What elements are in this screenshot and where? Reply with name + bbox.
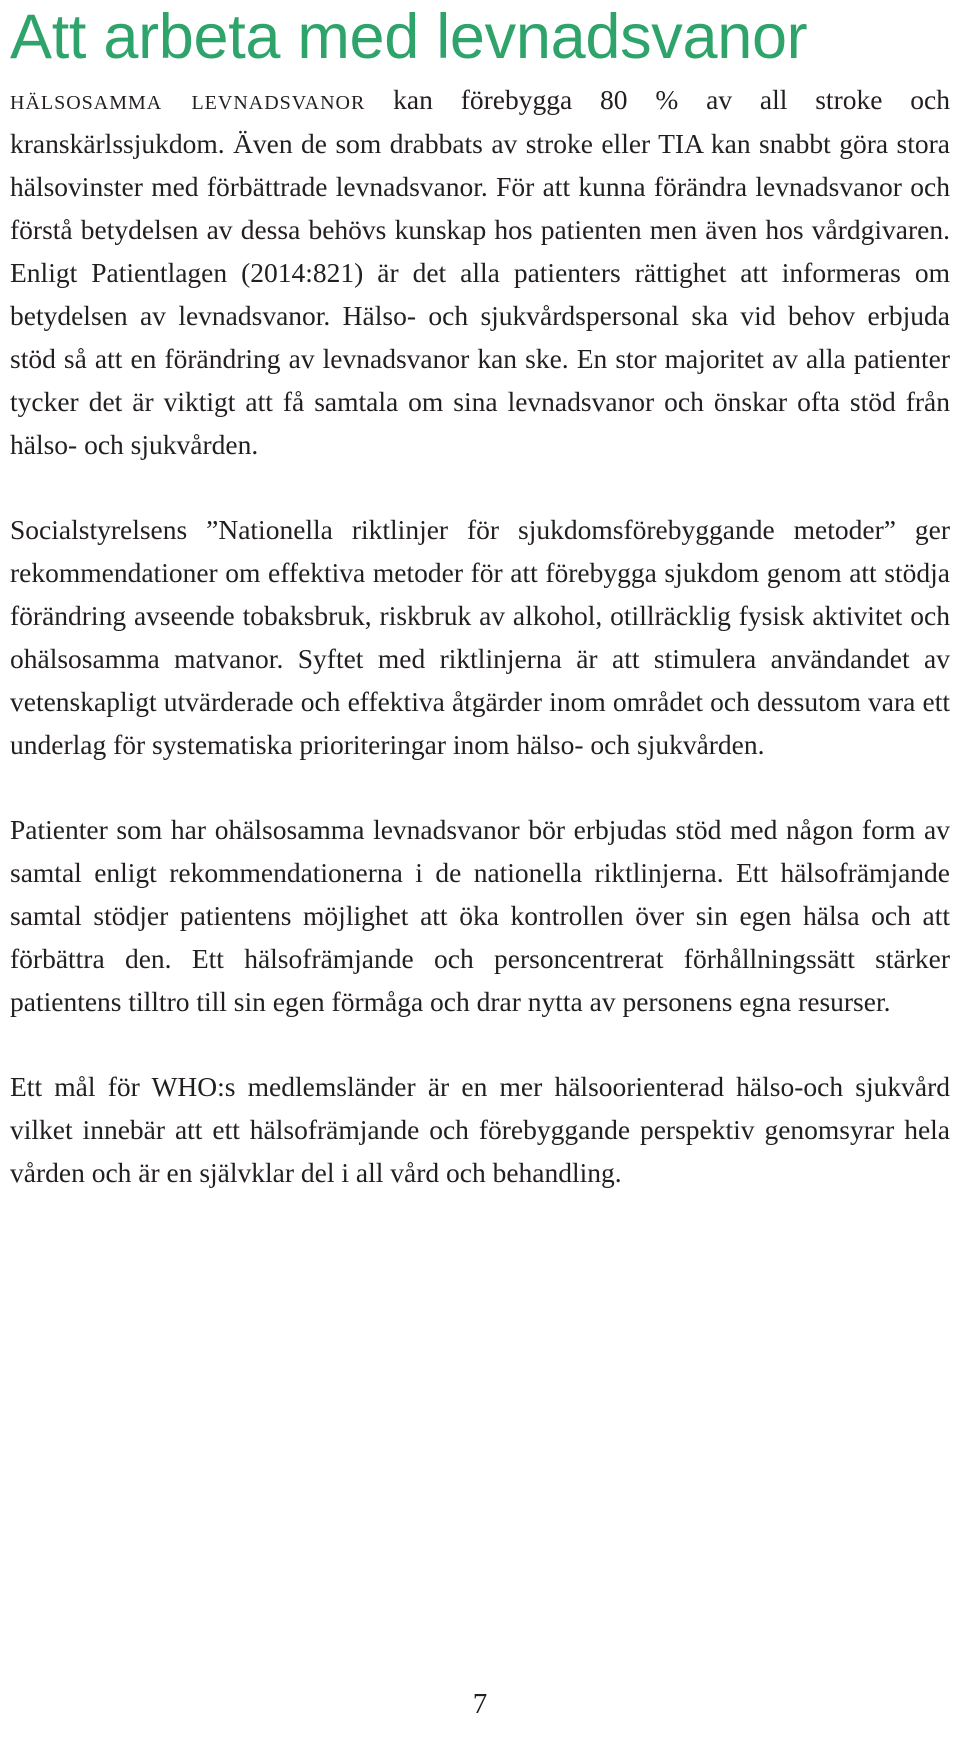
paragraph-3: Patienter som har ohälsosamma levnadsvanor bör erbjudas stöd med någon form av samtal enligt rekommendationerna i de nationella riktlinjerna. Ett hälsofrämjande samtal stödjer patientens möjlighet att öka kontrollen över sin egen hälsa och att förbättra den. Ett hälsofrämjande och personcentrerat förhållningssätt stärker patientens tilltro till sin egen förmåga och drar nytta av personens egna resurser. [10,814,950,1017]
page-number: 7 [472,1688,488,1720]
paragraph-1 [10,78,950,466]
paragraph-4: Ett mål för WHO:s medlemsländer är en mer hälsoorienterad hälso-och sjukvård vilket innebär att ett hälsofrämjande och förebyggande perspektiv genomsyrar hela vården och är en självklar del i all vård och behandling. [10,1071,950,1188]
paragraph-1-text: kan förebygga 80 % av all stroke och kranskärlssjukdom. Även de som drabbats av stroke eller TIA kan snabbt göra stora hälsovinster med förbättrade levnadsvanor. För att kunna förändra levnadsvanor och förstå betydelsen av dessa behövs kunskap hos patienten men även hos vårdgivaren. Enligt Patientlagen (2014:821) är det alla patienters rättighet att informeras om betydelsen av levnadsvanor. Hälso- och sjukvårdspersonal ska vid behov erbjuda stöd så att en förändring av levnadsvanor kan ske. En stor majoritet av alla patienter tycker det är viktigt att få samtala om sina levnadsvanor och önskar ofta stöd från hälso- och sjukvården. [10,84,950,460]
paragraph-2: Socialstyrelsens ”Nationella riktlinjer för sjukdomsförebyggande metoder” ger rekommendationer om effektiva metoder för att förebygga sjukdom genom att stödja förändring avseende tobaksbruk, riskbruk av alkohol, otillräcklig fysisk aktivitet och ohälsosamma matvanor. Syftet med riktlinjerna är att stimulera användandet av vetenskapligt utvärderade och effektiva åtgärder inom området och dessutom vara ett underlag för systematiska prioriteringar inom hälso- och sjukvården. [10,514,950,760]
page-title: Att arbeta med levnadsvanor [10,2,808,72]
paragraph-lead-in: hälsosamma levnadsvanor [10,84,366,116]
